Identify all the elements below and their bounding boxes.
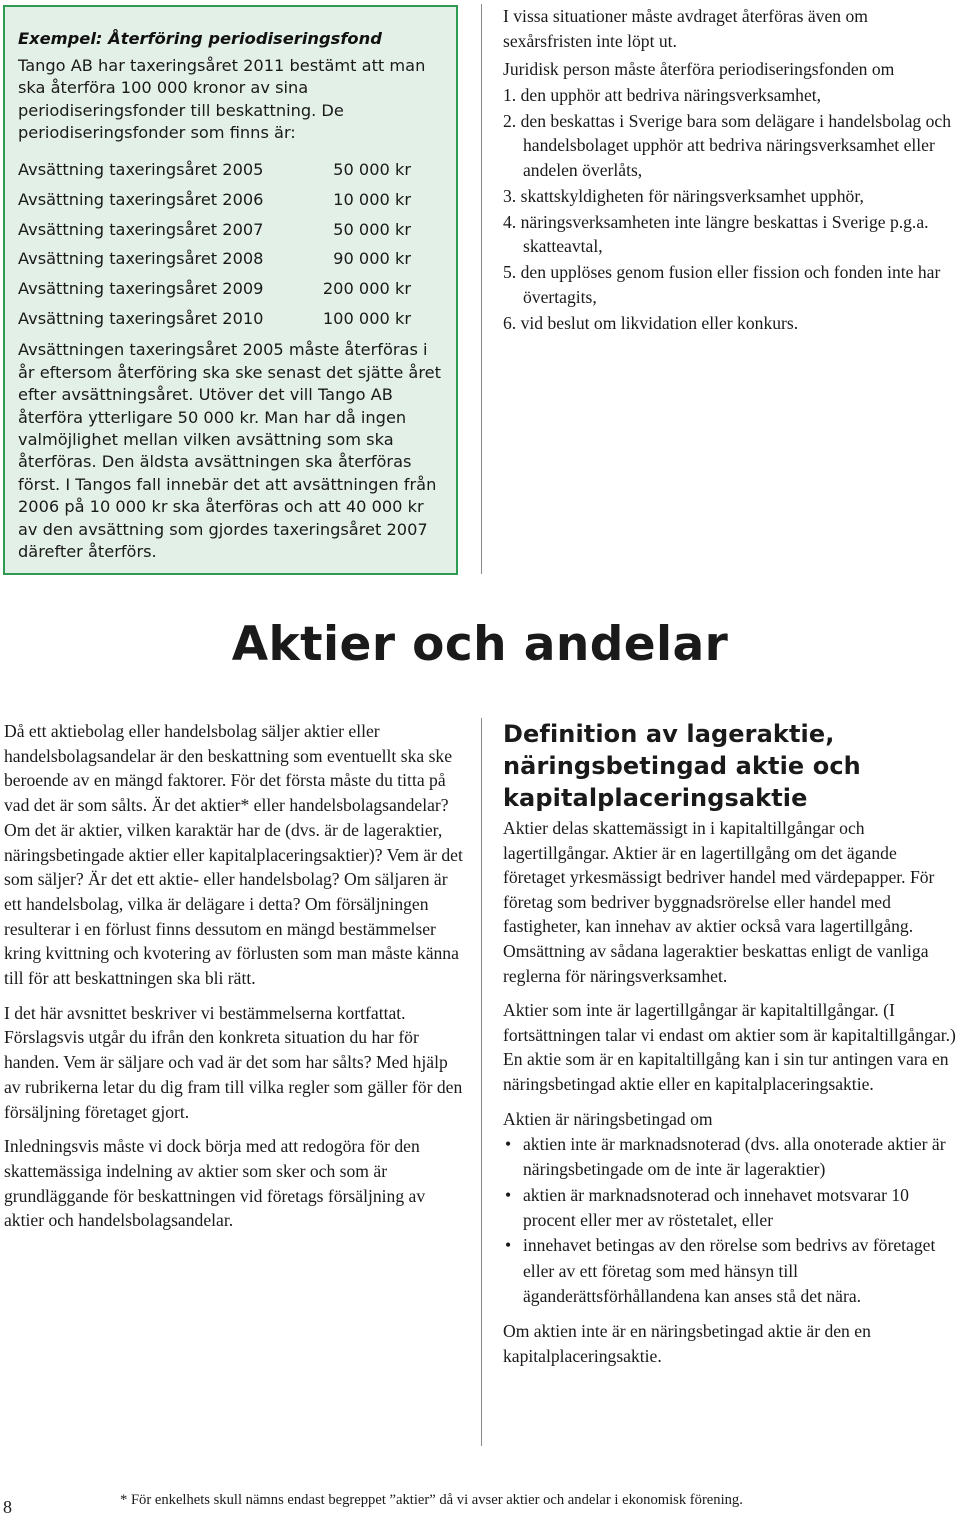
section-scope-paragraph: I det här avsnittet beskriver vi bestämmelserna kortfattat. Förslagsvis utgår du ifrån den konkreta situation du har för handen. Vem är säljare och vad är det som har sålts? Med hjälp av rubrikerna letar du dig fram till vilka regler som gäller för den försäljning företaget gjort. [4,1002,463,1122]
list-item: 1. den upphör att bedriva näringsverksamhet, [503,84,822,105]
allocation-row [18,184,411,214]
bottom-right-column [503,718,958,1378]
example-box [3,5,458,575]
classification-paragraph: Inledningsvis måste vi dock börja med att redogöra för den skattemässiga indelning av aktier som sker och som är grundläggande för beskattningen vid företags försäljning av aktier och handelsbolagsandelar. [4,1136,426,1231]
list-item-text: innehavet betingas av den rörelse som bedrivs av företaget eller av ett företag som med hänsyn till äganderättsförhållandena kan anses stå det nära. [523,1235,936,1306]
column-divider-bottom [481,718,482,1446]
list-item: 3. skattskyldigheten för näringsverksamhet upphör, [503,185,864,206]
allocation-amount: 50 000 kr [333,219,411,239]
allocation-label: Avsättning taxeringsåret 2007 [18,219,264,239]
bullet-icon: • [505,1235,512,1256]
allocation-row [18,244,411,274]
allocation-row [18,274,411,304]
list-item: 5. den upplöses genom fusion eller fission och fonden inte har övertagits, [503,262,941,307]
page-number: 8 [3,1497,12,1517]
allocation-label: Avsättning taxeringsåret 2005 [18,160,264,180]
list-item-text: aktien är marknadsnoterad och innehavet motsvarar 10 procent eller mer av röstetalet, eller [523,1184,909,1231]
intro-paragraph: Då ett aktiebolag eller handelsbolag säljer aktier eller handelsbolagsandelar är den beskattning som eventuellt ska ske beroende av en mängd faktorer. För det första måste du titta på vad det är som sålts. Är det aktier* eller handelsbolagsandelar? Om det är aktier, vilken karaktär har de (dvs. är de lageraktier, näringsbetingade aktier eller kapitalplaceringsaktier)? Vem är det som säljer? Är det ett aktie- eller handelsbolag? Om säljaren är ett handelsbolag, vilka är delägare i detta? Om försäljningen resulterar i en förlust finns dessutom en mängd bestämmelser kring kvittning och kvotering av förlusten som man måste känna till för att beskattningen ska bli rätt. [4,721,463,989]
kapitalplaceringsaktie-paragraph: Om aktien inte är en näringsbetingad aktie är den en kapitalplaceringsaktie. [503,1321,871,1366]
allocation-amount: 50 000 kr [333,160,411,180]
list-item [503,1183,958,1234]
footnote: * För enkelhets skull nämns endast begreppet ”aktier” då vi avser aktier och andelar i ekonomisk förening. [120,1492,743,1508]
list-item [503,1132,958,1183]
allocation-row [18,155,411,185]
allocation-amount: 90 000 kr [333,249,411,269]
juridisk-person-paragraph: Juridisk person måste återföra periodiseringsfonden om [503,59,895,79]
section-heading: Aktier och andelar [231,617,729,672]
kapitaltillgang-paragraph: Aktier som inte är lagertillgångar är kapitaltillgångar. (I fortsättningen talar vi endast om aktier som är kapitaltillgångar.) En aktie som är en kapitaltillgång kan i sin tur antingen vara en näringsbetingad aktie eller en kapitalplaceringsaktie. [503,1000,956,1094]
bullet-icon: • [505,1134,512,1155]
top-right-column [503,4,958,337]
example-title: Exempel: Återföring periodiseringsfond [18,29,382,48]
column-divider-top [481,4,482,574]
example-explanation: Avsättningen taxeringsåret 2005 måste återföras i år eftersom återföring ska ske senast det sjätte året efter avsättningsåret. Utöver det vill Tango AB återföra ytterligare 50 000 kr. Man har då ingen valmöjlighet mellan vilken avsättning som ska återföras. Den äldsta avsättningen ska återföras först. I Tangos fall innebär det att avsättningen från 2006 på 10 000 kr ska återföras och att 40 000 kr av den avsättning som gjordes taxeringsåret 2007 därefter återförs. [18,340,441,562]
bullet-icon: • [505,1184,512,1205]
lageraktie-paragraph: Aktier delas skattemässigt in i kapitaltillgångar och lagertillgångar. Aktier är en lagertillgång om det ägande företaget yrkesmässigt bedriver handel med värdepapper. För företag som bedriver byggnadsrörelse eller handel med fastigheter, kan innehav av aktier också vara lagertillgång. Omsättning av sådana lageraktier beskattas enligt de vanliga reglerna för näringsverksamhet. [503,818,935,986]
list-item: 2. den beskattas i Sverige bara som delägare i handelsbolag och handelsbolaget upphör att bedriva näringsverksamhet eller andelen överlåts, [503,110,952,180]
naringsbetingad-lead: Aktien är näringsbetingad om [503,1108,713,1129]
allocation-table [18,155,411,334]
example-intro: Tango AB har taxeringsåret 2011 bestämt att man ska återföra 100 000 kronor av sina periodiseringsfonder till beskattning. De periodiseringsfonder som finns är: [18,56,426,143]
reversal-conditions-list [503,83,958,336]
list-item-text: aktien inte är marknadsnoterad (dvs. alla onoterade aktier är näringsbetingade om de inte är lageraktier) [523,1134,946,1180]
list-item: 4. näringsverksamheten inte längre beskattas i Sverige p.g.a. skatteavtal, [503,211,929,256]
allocation-amount: 10 000 kr [333,189,411,209]
allocation-label: Avsättning taxeringsåret 2009 [18,279,264,299]
allocation-label: Avsättning taxeringsåret 2010 [18,309,264,328]
sexarsfrist-paragraph: I vissa situationer måste avdraget återföras även om sexårsfristen inte löpt ut. [503,6,868,51]
list-item [503,1233,958,1309]
naringsbetingad-criteria-list [503,1132,958,1309]
allocation-label: Avsättning taxeringsåret 2006 [18,189,264,209]
allocation-row [18,304,411,334]
allocation-amount: 100 000 kr [322,309,411,328]
allocation-amount: 200 000 kr [322,279,411,299]
list-item: 6. vid beslut om likvidation eller konkurs. [503,312,799,333]
bottom-left-column [4,719,464,1243]
allocation-label: Avsättning taxeringsåret 2008 [18,249,264,269]
allocation-row [18,214,411,244]
definition-heading: Definition av lageraktie, näringsbetingad aktie och kapitalplaceringsaktie [503,720,861,812]
